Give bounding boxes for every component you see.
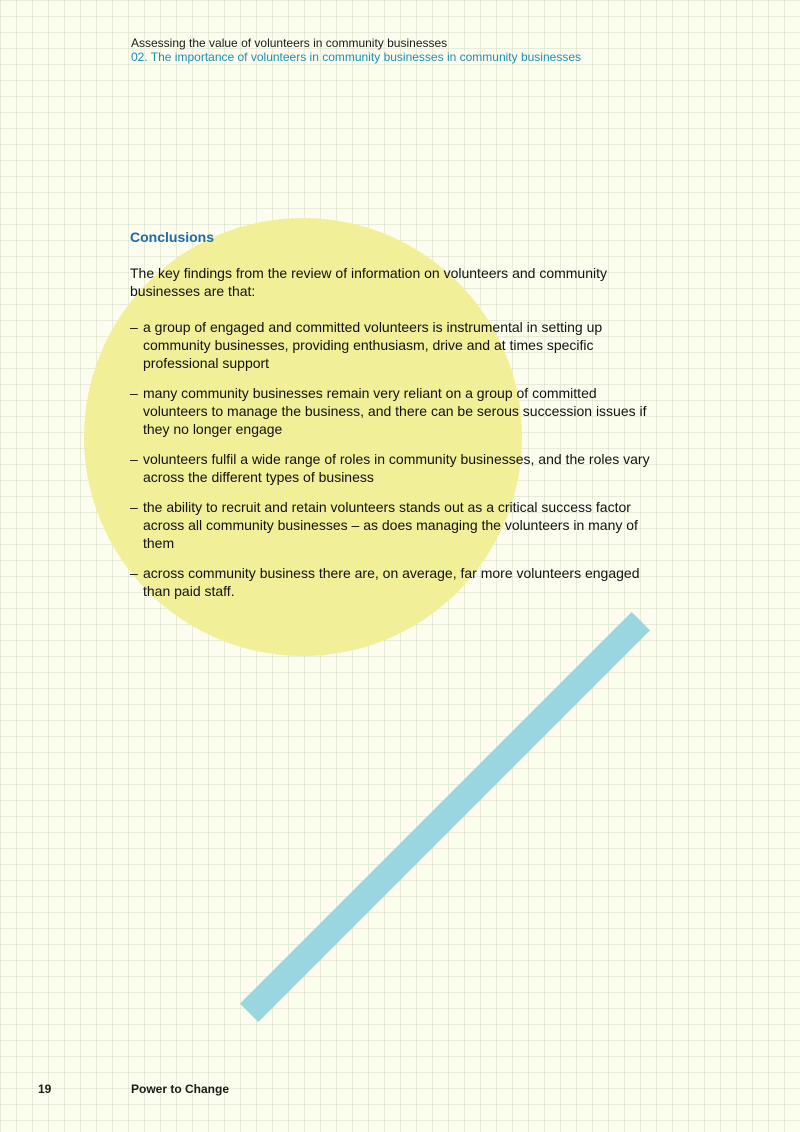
dash-bullet: – — [130, 565, 138, 581]
finding-text: across community business there are, on average, far more volunteers engaged than paid staff. — [143, 565, 640, 599]
page-number: 19 — [38, 1082, 52, 1096]
document-title: Assessing the value of volunteers in community businesses — [131, 36, 448, 50]
finding-item — [130, 498, 660, 552]
finding-text: a group of engaged and committed volunteers is instrumental in setting up community businesses, providing enthusiasm, drive and at times specific professional support — [143, 319, 603, 371]
conclusions-heading: Conclusions — [130, 229, 215, 245]
section-title: 02. The importance of volunteers in community businesses in community businesses — [131, 50, 581, 64]
finding-item — [130, 564, 660, 600]
running-header — [131, 36, 581, 64]
main-content — [130, 228, 660, 612]
finding-item — [130, 450, 660, 486]
finding-text: many community businesses remain very reliant on a group of committed volunteers to manage the business, and there can be serous succession issues if they no longer engage — [143, 385, 647, 437]
dash-bullet: – — [130, 451, 138, 467]
finding-text: volunteers fulfil a wide range of roles in community businesses, and the roles vary across the different types of business — [143, 451, 650, 485]
finding-item — [130, 318, 660, 372]
finding-item — [130, 384, 660, 438]
finding-text: the ability to recruit and retain volunteers stands out as a critical success factor across all community businesses – as does managing the volunteers in many of them — [143, 499, 638, 551]
dash-bullet: – — [130, 319, 138, 335]
blue-diagonal-stripe-decoration — [240, 612, 650, 1022]
findings-list — [130, 318, 660, 600]
organization-name: Power to Change — [131, 1082, 230, 1096]
dash-bullet: – — [130, 385, 138, 401]
dash-bullet: – — [130, 499, 138, 515]
intro-paragraph: The key findings from the review of information on volunteers and community businesses are that: — [130, 265, 608, 299]
